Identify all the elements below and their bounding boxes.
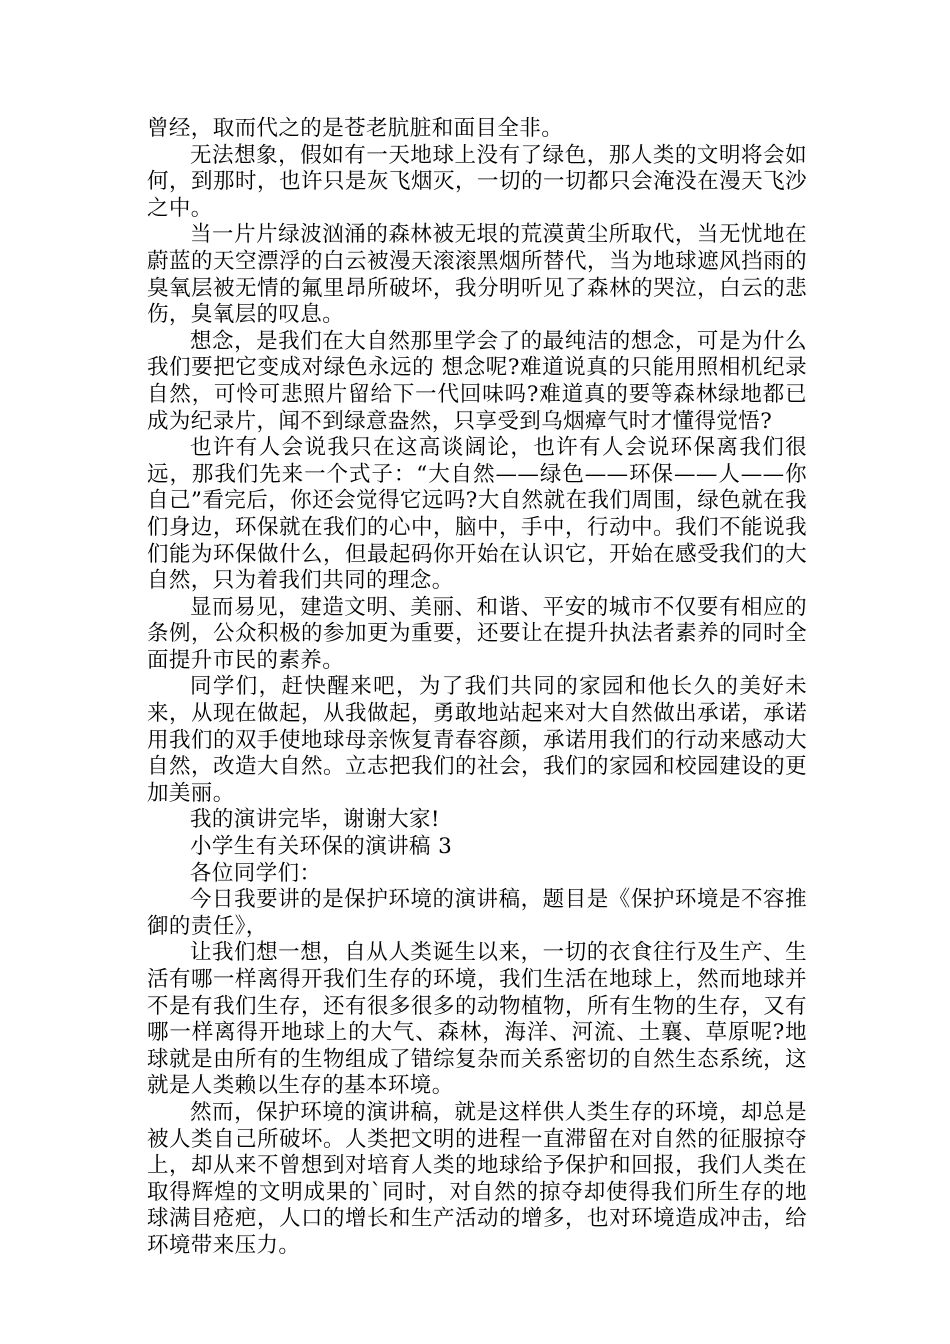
paragraph-5: 也许有人会说我只在这高谈阔论，也许有人会说环保离我们很远，那我们先来一个式子：“大自然——绿色——环保——人——你自己”看完后，你还会觉得它远吗?大自然就在我们周围，绿色就在我们身边，环保就在我们的心中，脑中，手中，行动中。我们不能说我们能为环保做什么，但最起码你开始在认识它，开始在感受我们的大自然，只为着我们共同的理念。 [147, 435, 807, 594]
paragraph-12: 让我们想一想，自从人类诞生以来，一切的衣食往行及生产、生活有哪一样离得开我们生存的环境，我们生活在地球上，然而地球并不是有我们生存，还有很多很多的动物植物，所有生物的生存，又有哪一样离得开地球上的大气、森林，海洋、河流、土襄、草原呢?地球就是由所有的生物组成了错综复杂而关系密切的自然生态系统，这就是人类赖以生存的基本环境。 [147, 940, 807, 1099]
paragraph-3: 当一片片绿波汹涌的森林被无垠的荒漠黄尘所取代，当无忧地在蔚蓝的天空漂浮的白云被漫天滚滚黑烟所替代，当为地球遮风挡雨的臭氧层被无情的氟里昂所破坏，我分明听见了森林的哭泣，白云的悲伤，臭氧层的叹息。 [147, 222, 807, 328]
paragraph-1: 曾经，取而代之的是苍老肮脏和面目全非。 [147, 116, 564, 141]
paragraph-2: 无法想象，假如有一天地球上没有了绿色，那人类的文明将会如何，到那时，也许只是灰飞烟灭，一切的一切都只会淹没在漫天飞沙之中。 [147, 142, 807, 221]
section-title: 小学生有关环保的演讲稿 3 [190, 834, 453, 860]
salutation: 各位同学们： [190, 860, 322, 886]
paragraph-4: 想念，是我们在大自然那里学会了的最纯洁的想念，可是为什么我们要把它变成对绿色永远的 想念呢?难道说真的只能用照相机纪录自然，可怜可悲照片留给下一代回味吗?难道真的要等森林绿地都已成为纪录片，闻不到绿意盎然，只享受到乌烟瘴气时才懂得觉悟? [147, 328, 807, 434]
paragraph-7: 同学们，赶快醒来吧，为了我们共同的家园和他长久的美好未来，从现在做起，从我做起，勇敢地站起来对大自然做出承诺，承诺用我们的双手使地球母亲恢复青春容颜，承诺用我们的行动来感动大自然，改造大自然。立志把我们的社会，我们的家园和校园建设的更加美丽。 [147, 674, 807, 806]
paragraph-11: 今日我要讲的是保护环境的演讲稿，题目是《保护环境是不容推御的责任》， [147, 887, 807, 939]
document-body [147, 116, 807, 1260]
closing-line: 我的演讲完毕，谢谢大家! [190, 807, 440, 833]
paragraph-13: 然而，保护环境的演讲稿，就是这样供人类生存的环境，却总是被人类自己所破坏。人类把文明的进程一直滞留在对自然的征服掠夺上，却从来不曾想到对培育人类的地球给予保护和回报，我们人类在取得辉煌的文明成果的`同时，对自然的掠夺却使得我们所生存的地球满目疮疤，人口的增长和生产活动的增多，也对环境造成冲击，给环境带来压力。 [147, 1099, 807, 1258]
paragraph-6: 显而易见，建造文明、美丽、和谐、平安的城市不仅要有相应的条例，公众积极的参加更为重要，还要让在提升执法者素养的同时全面提升市民的素养。 [147, 594, 807, 673]
